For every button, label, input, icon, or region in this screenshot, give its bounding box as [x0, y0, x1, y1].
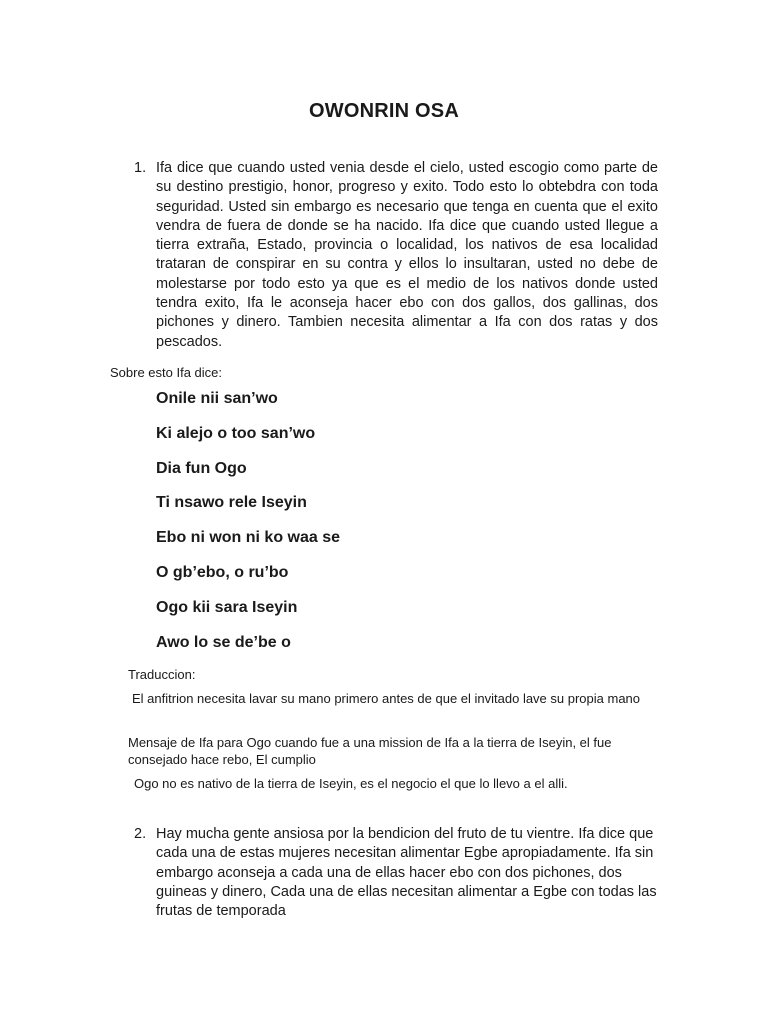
verse-line: Ki alejo o too san’wo	[156, 424, 316, 442]
verse-line: Onile nii san’wo	[156, 390, 278, 407]
numbered-paragraph-2	[110, 825, 658, 921]
translation-paragraph-3: Ogo no es nativo de la tierra de Iseyin, es el negocio el que lo llevo a el alli.	[134, 776, 568, 791]
paragraph-number: 1.	[134, 160, 147, 176]
document-title: OWONRIN OSA	[309, 100, 459, 122]
verse-list	[156, 388, 340, 666]
verse-line: Ti nsawo rele Iseyin	[156, 494, 307, 512]
verse-line: Dia fun Ogo	[156, 459, 247, 477]
translation-paragraph-2: Mensaje de Ifa para Ogo cuando fue a una mission de Ifa a la tierra de Iseyin, el fue consejado hace rebo, El cumplio	[128, 735, 612, 767]
translation-paragraph-1: El anfitrion necesita lavar su mano primero antes de que el invitado lave su propia mano	[132, 691, 641, 706]
verse-line: Awo lo se de’be o	[156, 633, 291, 651]
paragraph-number: 2.	[134, 826, 147, 842]
paragraph-text: Hay mucha gente ansiosa por la bendicion del fruto de tu vientre. Ifa dice que cada una de estas mujeres necesitan alimentar Egbe apropiadamente. Ifa sin embargo aconseja a cada una de ellas hacer ebo con dos pichones, dos guineas y dinero, Cada una de ellas necesitan alimentar a Egbe con todas las frutas de temporada	[156, 826, 657, 920]
verse-line: Ebo ni won ni ko waa se	[156, 529, 341, 547]
numbered-paragraph-1	[110, 159, 658, 352]
paragraph-text: Ifa dice que cuando usted venia desde el cielo, usted escogio como parte de su destino prestigio, honor, progreso y exito. Todo esto lo obtebdra con toda seguridad. Usted sin embargo es necesario que tenga en cuenta que el exito vendra de fuera de donde se ha nacido. Ifa dice que cuando usted llegue a tierra extraña, Estado, provincia o localidad, los nativos de esa localidad trataran de conspirar en su contra y ellos lo insultaran, usted no debe de molestarse por todo esto ya que es el medio de los nativos donde usted tendra exito, Ifa le aconseja hacer ebo con dos gallos, dos gallinas, dos pichones y dinero. Tambien necesita alimentar a Ifa con dos ratas y dos pescados.	[156, 160, 658, 350]
traduccion-label: Traduccion:	[128, 667, 196, 682]
sobre-label: Sobre esto Ifa dice:	[110, 365, 223, 380]
verse-line: Ogo kii sara Iseyin	[156, 598, 298, 616]
verse-line: O gb’ebo, o ru’bo	[156, 563, 289, 581]
